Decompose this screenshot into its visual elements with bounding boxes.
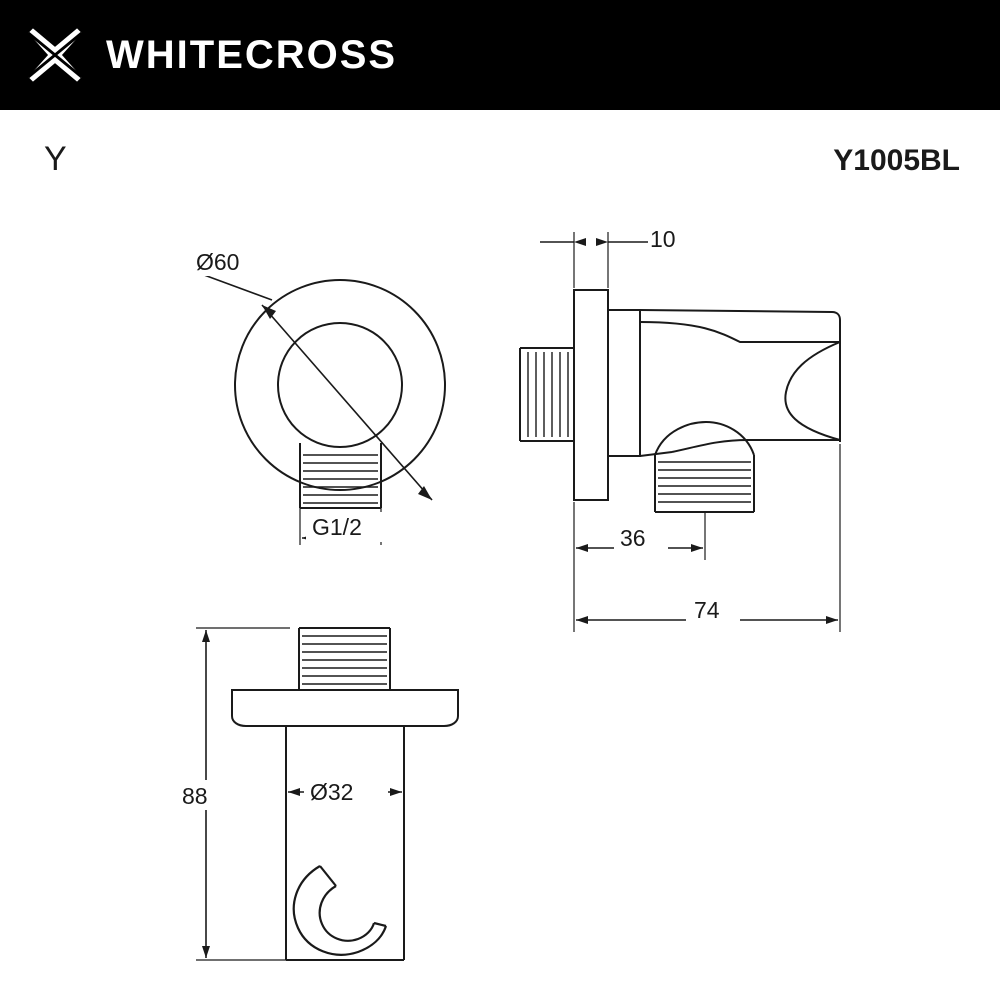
side-view <box>520 232 840 632</box>
side-body-block <box>608 310 640 456</box>
side-flange-plate <box>574 290 608 500</box>
side-flange-thickness-dimension <box>540 232 648 288</box>
side-rear-thread <box>520 348 574 441</box>
side-bracket-hook <box>785 342 840 440</box>
side-outlet-offset-label: 36 <box>620 525 646 551</box>
series-label: Y <box>44 140 67 178</box>
front-view <box>196 272 445 545</box>
front-thread-outlet <box>300 443 381 508</box>
bottom-hook-cutout <box>294 866 386 955</box>
side-bracket-top <box>640 310 840 342</box>
bottom-height-label: 88 <box>182 783 208 809</box>
side-outlet-thread <box>655 422 754 512</box>
front-thread-size-label: G1/2 <box>312 514 362 540</box>
front-inner-circle <box>278 323 402 447</box>
brand-name: WHITECROSS <box>106 33 398 77</box>
bottom-thread-stub <box>299 628 390 690</box>
side-body-lower-edge <box>672 440 840 452</box>
side-flange-thickness-label: 10 <box>650 226 676 252</box>
bottom-flange-plate <box>232 690 458 726</box>
front-outer-diameter-leader <box>196 272 432 500</box>
front-outer-diameter-label: Ø60 <box>196 249 240 275</box>
side-outlet-shoulder <box>655 422 754 455</box>
bottom-body-diameter-label: Ø32 <box>310 779 354 805</box>
model-code: Y1005BL <box>833 144 960 177</box>
side-body-upper-edge <box>640 322 840 342</box>
side-total-projection-label: 74 <box>694 597 720 623</box>
